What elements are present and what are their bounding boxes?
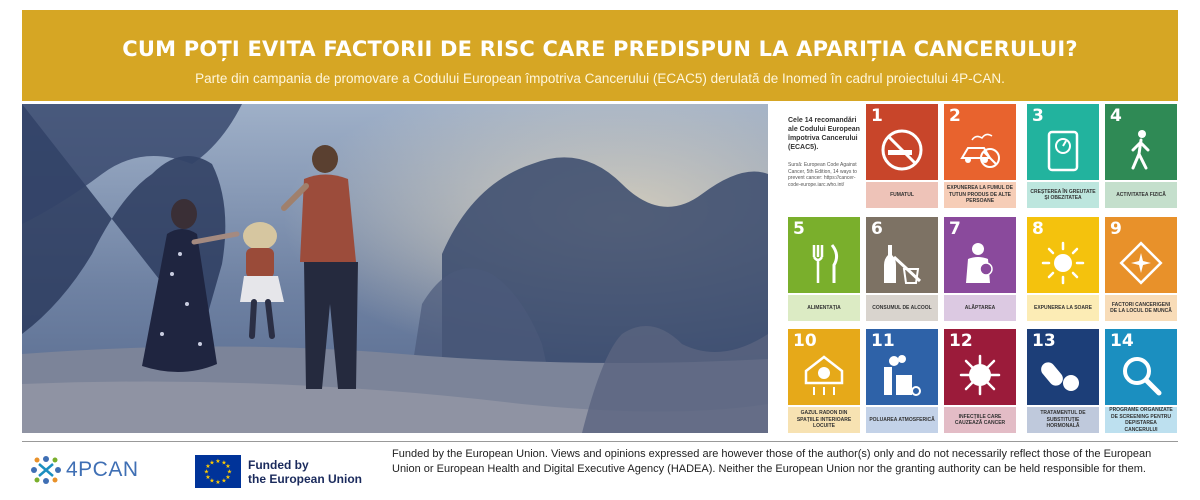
svg-text:★: ★ bbox=[205, 463, 211, 470]
virus-icon bbox=[958, 353, 1002, 397]
tile-label: ALIMENTAȚIA bbox=[788, 295, 860, 321]
svg-text:★: ★ bbox=[221, 459, 227, 467]
tile-number: 3 bbox=[1032, 106, 1044, 126]
ecac-tile-14 bbox=[1105, 329, 1177, 433]
tile-number: 4 bbox=[1110, 106, 1122, 126]
tile-colour-block bbox=[788, 217, 860, 293]
tile-colour-block bbox=[866, 217, 938, 293]
page-subtitle: Parte din campania de promovare a Codului European împotriva Cancerului (ECAC5) derulată de Inomed în cadrul proiectului 4P-CAN. bbox=[195, 71, 1005, 86]
tile-number: 8 bbox=[1032, 219, 1044, 239]
radon-icon bbox=[802, 353, 846, 397]
ecac-tile-13 bbox=[1027, 329, 1099, 433]
ecac-note-heading: Cele 14 recomandări ale Codului European împotriva Cancerului (ECAC5). bbox=[788, 117, 860, 151]
tile-label: CREȘTEREA ÎN GREUTATE ȘI OBEZITATEA bbox=[1027, 182, 1099, 208]
ecac-tile-11 bbox=[866, 329, 938, 433]
tile-colour-block bbox=[1027, 329, 1099, 405]
ecac-tile-8 bbox=[1027, 217, 1099, 321]
tile-colour-block bbox=[944, 104, 1016, 180]
breastfeeding-icon bbox=[958, 241, 1002, 285]
tile-colour-block bbox=[788, 329, 860, 405]
tile-label: ALĂPTAREA bbox=[944, 295, 1016, 321]
walking-icon bbox=[1119, 128, 1163, 172]
tile-colour-block bbox=[1105, 104, 1177, 180]
eu-label-line2: the European Union bbox=[248, 472, 362, 486]
sun-icon bbox=[1041, 241, 1085, 285]
eu-flag-icon bbox=[195, 455, 241, 488]
ecac-tile-9 bbox=[1105, 217, 1177, 321]
tile-number: 14 bbox=[1110, 331, 1134, 351]
pollution-icon bbox=[880, 353, 924, 397]
svg-text:★: ★ bbox=[205, 474, 211, 481]
magnifier-icon bbox=[1119, 353, 1163, 397]
ecac-tile-2 bbox=[944, 104, 1016, 208]
svg-text:★: ★ bbox=[226, 468, 233, 476]
funding-disclaimer: Funded by the European Union. Views and opinions expressed are however those of the author(s) only and do not necessarily reflect those of the European Union or European Health and Digital Executive Agency (HADEA). Neither the European Union nor the granting authority can be held responsible for them. bbox=[392, 448, 1152, 475]
no-alcohol-icon bbox=[880, 241, 924, 285]
no-smoking-icon bbox=[880, 128, 924, 172]
svg-text:★: ★ bbox=[215, 479, 221, 486]
tile-number: 12 bbox=[949, 331, 973, 351]
tile-number: 10 bbox=[793, 331, 817, 351]
eu-label-line1: Funded by bbox=[248, 458, 309, 472]
tile-label: EXPUNEREA LA FUMUL DE TUTUN PRODUS DE ALTE PERSOANE bbox=[944, 182, 1016, 208]
ecac-tile-4 bbox=[1105, 104, 1177, 208]
tile-colour-block bbox=[1105, 329, 1177, 405]
tile-label: GAZUL RADON DIN SPAȚIILE INTERIOARE LOCUITE bbox=[788, 407, 860, 433]
tile-colour-block bbox=[1027, 217, 1099, 293]
pills-icon bbox=[1041, 353, 1085, 397]
tile-label: CONSUMUL DE ALCOOL bbox=[866, 295, 938, 321]
tile-label: ACTIVITATEA FIZICĂ bbox=[1105, 182, 1177, 208]
tile-number: 5 bbox=[793, 219, 805, 239]
footer-divider bbox=[22, 441, 1178, 442]
tile-number: 11 bbox=[871, 331, 895, 351]
tile-colour-block bbox=[1105, 217, 1177, 293]
ecac-tile-1 bbox=[866, 104, 938, 208]
tile-label: EXPUNEREA LA SOARE bbox=[1027, 295, 1099, 321]
svg-text:★: ★ bbox=[209, 477, 215, 485]
tile-label: FUMATUL bbox=[866, 182, 938, 208]
svg-text:★: ★ bbox=[215, 458, 221, 465]
tile-label: TRATAMENTUL DE SUBSTITUȚIE HORMONALĂ bbox=[1027, 407, 1099, 433]
tile-colour-block bbox=[866, 329, 938, 405]
tile-colour-block bbox=[866, 104, 938, 180]
tile-number: 7 bbox=[949, 219, 961, 239]
eu-funding-logo bbox=[195, 455, 365, 488]
tile-colour-block bbox=[944, 217, 1016, 293]
ecac-tile-5 bbox=[788, 217, 860, 321]
ecac-tile-7 bbox=[944, 217, 1016, 321]
tile-number: 2 bbox=[949, 106, 961, 126]
tile-colour-block bbox=[944, 329, 1016, 405]
header-banner bbox=[22, 10, 1178, 101]
tile-label: POLUAREA ATMOSFERICĂ bbox=[866, 407, 938, 433]
hazard-icon bbox=[1119, 241, 1163, 285]
tile-number: 6 bbox=[871, 219, 883, 239]
ecac-note-source: Sursă: European Code Against Cancer, 5th Edition, 14 ways to prevent cancer: https://cancer-code-europe.iarc.who.int/ bbox=[788, 162, 857, 188]
tile-label: INFECȚIILE CARE CAUZEAZĂ CANCER bbox=[944, 407, 1016, 433]
svg-text:★: ★ bbox=[225, 474, 231, 481]
tile-label: PROGRAME ORGANIZATE DE SCREENING PENTRU DEPISTAREA CANCERULUI bbox=[1105, 407, 1177, 433]
ecac-note bbox=[788, 116, 860, 188]
ecac-tile-6 bbox=[866, 217, 938, 321]
tile-number: 9 bbox=[1110, 219, 1122, 239]
svg-text:★: ★ bbox=[209, 459, 215, 467]
tile-colour-block bbox=[1027, 104, 1099, 180]
tile-number: 1 bbox=[871, 106, 883, 126]
svg-text:★: ★ bbox=[225, 463, 231, 470]
scale-icon bbox=[1041, 128, 1085, 172]
cutlery-icon bbox=[802, 241, 846, 285]
eu-funding-label bbox=[248, 458, 362, 486]
page-title: CUM POȚI EVITA FACTORII DE RISC CARE PREDISPUN LA APARIȚIA CANCERULUI? bbox=[122, 37, 1078, 61]
ecac-tile-3 bbox=[1027, 104, 1099, 208]
tile-label: FACTORI CANCERIGENI DE LA LOCUL DE MUNCĂ bbox=[1105, 295, 1177, 321]
ecac-tile-10 bbox=[788, 329, 860, 433]
secondhand-smoke-icon bbox=[958, 128, 1002, 172]
family-photo bbox=[22, 104, 768, 433]
4pcan-logo-icon bbox=[30, 455, 62, 485]
4pcan-logo bbox=[30, 455, 160, 485]
svg-text:★: ★ bbox=[203, 468, 210, 476]
ecac-tile-12 bbox=[944, 329, 1016, 433]
svg-text:★: ★ bbox=[221, 477, 227, 485]
4pcan-logo-text: 4PCAN bbox=[66, 458, 139, 481]
tile-number: 13 bbox=[1032, 331, 1056, 351]
